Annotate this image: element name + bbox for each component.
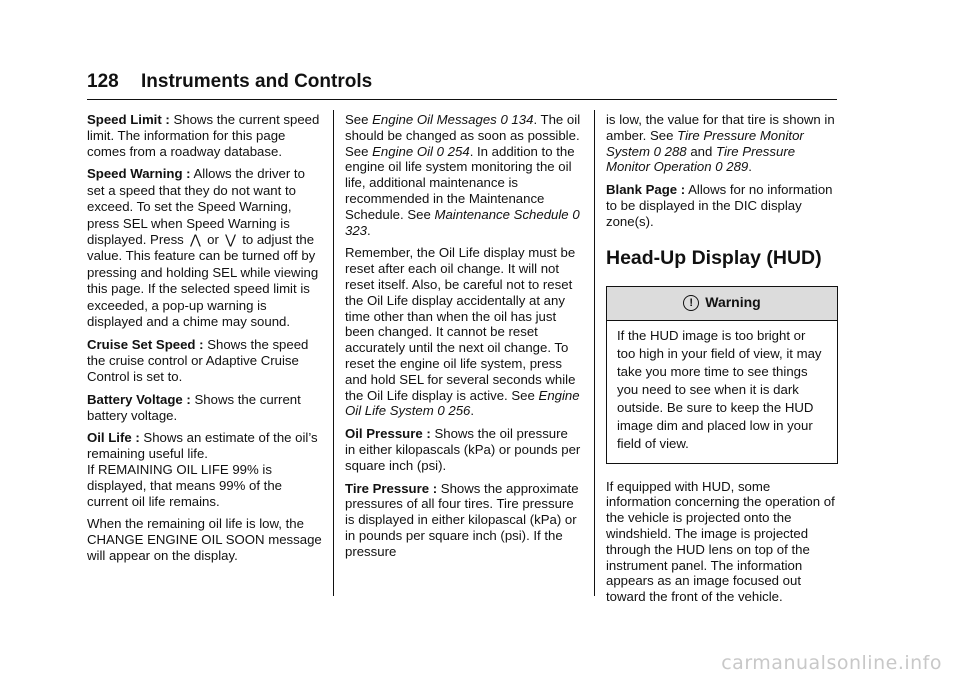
warning-icon: ! <box>683 295 699 311</box>
ref-engine-oil-messages-page[interactable]: 0 134 <box>500 112 534 127</box>
ref-engine-oil[interactable]: Engine Oil <box>372 143 433 159</box>
column-1 <box>87 112 322 571</box>
term-speed-limit: Speed Limit : <box>87 112 170 127</box>
up-arrow-icon: ⋀ <box>190 232 201 248</box>
term-cruise-set-speed: Cruise Set Speed : <box>87 337 204 353</box>
oil-change-text: The oil should be changed as soon as possible. See <box>345 112 581 159</box>
tire-pressure-text: Shows the approximate pressures of all four tires. Tire pressure is displayed in either kilopascal (kPa) or in pounds per square inch (psi). If the pressure <box>345 480 579 559</box>
column-3 <box>606 112 838 612</box>
page-number: 128 <box>87 71 119 92</box>
oil-life-paragraph <box>87 430 322 509</box>
tire-cont-text: is low, the value for that tire is shown in amber. See <box>606 112 835 143</box>
speed-warning-paragraph <box>87 166 322 330</box>
ref-maintenance-schedule-page[interactable]: 0 323 <box>345 206 580 238</box>
ref-engine-oil-life-system-page[interactable]: 0 256 <box>437 403 471 419</box>
warning-title: Warning <box>705 294 761 311</box>
speed-limit-text: Shows the current speed limit. The information for this page comes from a roadway database. <box>87 112 320 159</box>
ref-engine-oil-messages[interactable]: Engine Oil Messages <box>372 112 497 127</box>
hud-heading: Head-Up Display (HUD) <box>606 246 822 269</box>
warning-header <box>607 287 837 321</box>
warning-body: If the HUD image is too bright or too high in your field of view, it may take you more time to see things you need to see when it is dark outside. Be sure to keep the HUD image dim and placed low in your field of view. <box>617 327 822 451</box>
term-oil-pressure: Oil Pressure : <box>345 426 431 442</box>
blank-page-paragraph <box>606 182 838 229</box>
oil-reset-paragraph: Remember, the Oil Life display must be reset after each oil change. It will not reset itself. Also, be careful not to reset the Oil Life display accidentally at any time other than when the oil has just been changed. It cannot be reset accurately until the next oil change. To reset the engine oil life system, press and hold SEL for several seconds while the Oil Life display is active. See Engine Oil Life System 0 256. <box>345 245 580 419</box>
watermark: carmanualsonline.info <box>721 652 942 674</box>
ref-maintenance-schedule[interactable]: Maintenance Schedule <box>434 206 569 222</box>
oil-low-paragraph: When the remaining oil life is low, the CHANGE ENGINE OIL SOON message will appear on the display. <box>87 516 322 564</box>
column-divider-2 <box>594 110 595 596</box>
speed-limit-paragraph <box>87 112 322 159</box>
hud-paragraph: If equipped with HUD, some information concerning the operation of the vehicle is projected onto the windshield. The image is projected through the HUD lens on top of the instrument panel. The information appears as an image focused out toward the front of the vehicle. <box>606 478 835 605</box>
see-text: See <box>345 112 369 127</box>
header-rule <box>87 99 837 100</box>
and-text: and <box>690 143 713 159</box>
ref-tire-pressure-monitor-operation-page[interactable]: 0 289 <box>715 159 749 175</box>
oil-pressure-text: Shows the oil pressure in either kilopascals (kPa) or pounds per square inch (psi). <box>345 426 581 473</box>
column-2 <box>345 112 581 567</box>
term-blank-page: Blank Page : <box>606 182 686 198</box>
oil-life-text: Shows an estimate of the oil’s remaining useful life. <box>87 430 318 462</box>
down-arrow-icon: ⋁ <box>225 232 236 248</box>
term-battery-voltage: Battery Voltage : <box>87 391 191 407</box>
ref-tire-pressure-monitor-operation[interactable]: Tire Pressure Monitor Operation <box>606 143 796 175</box>
speed-warning-text-b: to adjust the value. This feature can be turned off by pressing and holding SEL while viewing this page. If the selected speed limit is exceeded, a pop-up warning is displayed and a chime may sound. <box>87 232 319 330</box>
oil-messages-paragraph: See Engine Oil Messages 0 134. The oil should be changed as soon as possible. See Engine Oil 0 254. In addition to the engine oil life system monitoring the oil life, additional maintenance is recommended in the Maintenance Schedule. See Maintenance Schedule 0 323. <box>345 112 581 238</box>
warning-box <box>606 286 838 464</box>
oil-reset-text: Remember, the Oil Life display must be reset after each oil change. It will not reset itself. Also, be careful not to reset the Oil Life display accidentally at any time other than when the oil has just been changed. It cannot be reset accurately until the next oil change. To reset the engine oil life system, press and hold SEL for several seconds while the Oil Life display is active. See <box>345 245 576 403</box>
oil-life-text-2: If REMAINING OIL LIFE 99% is displayed, that means 99% of the current oil life remains. <box>87 462 283 509</box>
tire-pressure-cont-paragraph: is low, the value for that tire is shown in amber. See Tire Pressure Monitor System 0 288 and Tire Pressure Monitor Operation 0 289. <box>606 112 835 175</box>
tire-pressure-paragraph <box>345 481 581 560</box>
ref-engine-oil-page[interactable]: 0 254 <box>436 143 470 159</box>
battery-voltage-paragraph <box>87 392 322 424</box>
cruise-set-speed-text: Shows the speed the cruise control or Adaptive Cruise Control is set to. <box>87 337 309 385</box>
term-oil-life: Oil Life : <box>87 430 140 446</box>
column-divider-1 <box>333 110 334 596</box>
or-text: or <box>207 232 219 248</box>
ref-engine-oil-life-system[interactable]: Engine Oil Life System <box>345 387 580 419</box>
section-title: Instruments and Controls <box>141 71 373 92</box>
speed-warning-text-a: Allows the driver to set a speed that they do not want to exceed. To set the Speed Warning, press SEL when Speed Warning is displayed. Press <box>87 166 305 248</box>
ref-tire-pressure-monitor-system-page[interactable]: 0 288 <box>653 143 687 159</box>
ref-tire-pressure-monitor-system[interactable]: Tire Pressure Monitor System <box>606 127 804 159</box>
cruise-set-speed-paragraph <box>87 337 322 384</box>
page-header <box>87 70 837 94</box>
battery-voltage-text: Shows the current battery voltage. <box>87 391 301 423</box>
blank-page-text: Allows for no information to be displayed in the DIC display zone(s). <box>606 182 833 229</box>
oil-pressure-paragraph <box>345 426 581 473</box>
term-tire-pressure: Tire Pressure : <box>345 480 438 496</box>
maintenance-text: In addition to the engine oil life system monitoring the oil life, additional maintenance is recommended in the Maintenance Schedule. See <box>345 143 575 222</box>
term-speed-warning: Speed Warning : <box>87 166 191 182</box>
